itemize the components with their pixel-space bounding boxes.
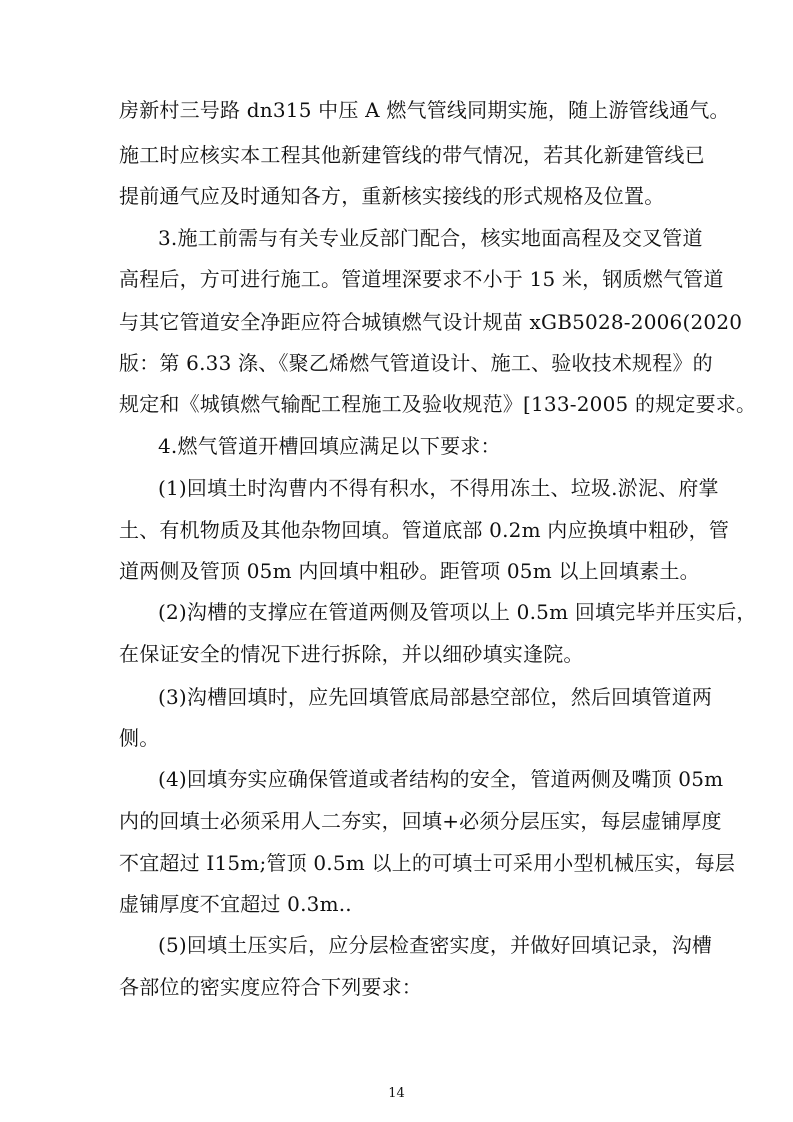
page-number: 14 xyxy=(388,1086,405,1101)
text-line: 侧。 xyxy=(119,726,160,750)
text-line: 提前通气应及时通知各方，重新核实接线的形式规格及位置。 xyxy=(119,184,665,208)
text-line: 道两侧及管顶 05m 内回填中粗砂。距管项 05m 以上回填素土。 xyxy=(119,559,700,583)
text-line: 高程后，方可进行施工。管道埋深要求不小于 15 米，钢质燃气管道 xyxy=(119,267,724,291)
text-line: (5)回填土压实后，应分层检查密实度，并做好回填记录，沟槽 xyxy=(158,933,713,957)
text-line: (4)回填夯实应确保管道或者结构的安全，管道两侧及嘴顶 05m xyxy=(158,767,724,791)
text-line: (2)沟槽的支撑应在管道两侧及管项以上 0.5m 回填完毕并压实后， xyxy=(158,600,757,624)
text-line: 不宜超过 I15m;管顶 0.5m 以上的可填士可采用小型机械压实，每层 xyxy=(119,851,736,875)
text-line: (1)回填土时沟曹内不得有积水，不得用冻土、垃圾.淤泥、府掌 xyxy=(158,476,719,500)
text-line: (3)沟槽回填时，应先回填管底局部悬空部位，然后回填管道两 xyxy=(158,685,713,709)
text-line: 土、有机物质及其他杂物回填。管道底部 0.2m 内应换填中粗砂，管 xyxy=(119,518,730,542)
text-line: 虚铺厚度不宜超过 0.3m.. xyxy=(119,892,352,916)
text-line: 各部位的密实度应符合下列要求： xyxy=(119,975,422,999)
text-line: 房新村三号路 dn315 中压 A 燃气管线同期实施，随上游管线通气。 xyxy=(119,98,730,122)
text-line: 4.燃气管道开槽回填应满足以下要求： xyxy=(158,434,501,458)
text-line: 与其它管道安全净距应符合城镇燃气设计规苗 xGB5028-2006(2020 xyxy=(119,310,743,334)
text-line: 3.施工前需与有关专业反部门配合，核实地面高程及交叉管道 xyxy=(158,226,703,250)
text-line: 规定和《城镇燃气输配工程施工及验收规范》[133-2005 的规定要求。 xyxy=(119,392,757,416)
text-line: 版：第 6.33 涤、《聚乙烯燃气管道设计、施工、验收技术规程》的 xyxy=(119,351,713,375)
text-line: 施工时应核实本工程其他新建管线的带气情况，若其化新建管线已 xyxy=(119,143,705,167)
text-line: 内的回填士必须采用人二夯实，回填+必须分层压实，每层虚铺厚度 xyxy=(119,809,722,833)
text-line: 在保证安全的情况下进行拆除，并以细砂填实逢院。 xyxy=(119,642,584,666)
